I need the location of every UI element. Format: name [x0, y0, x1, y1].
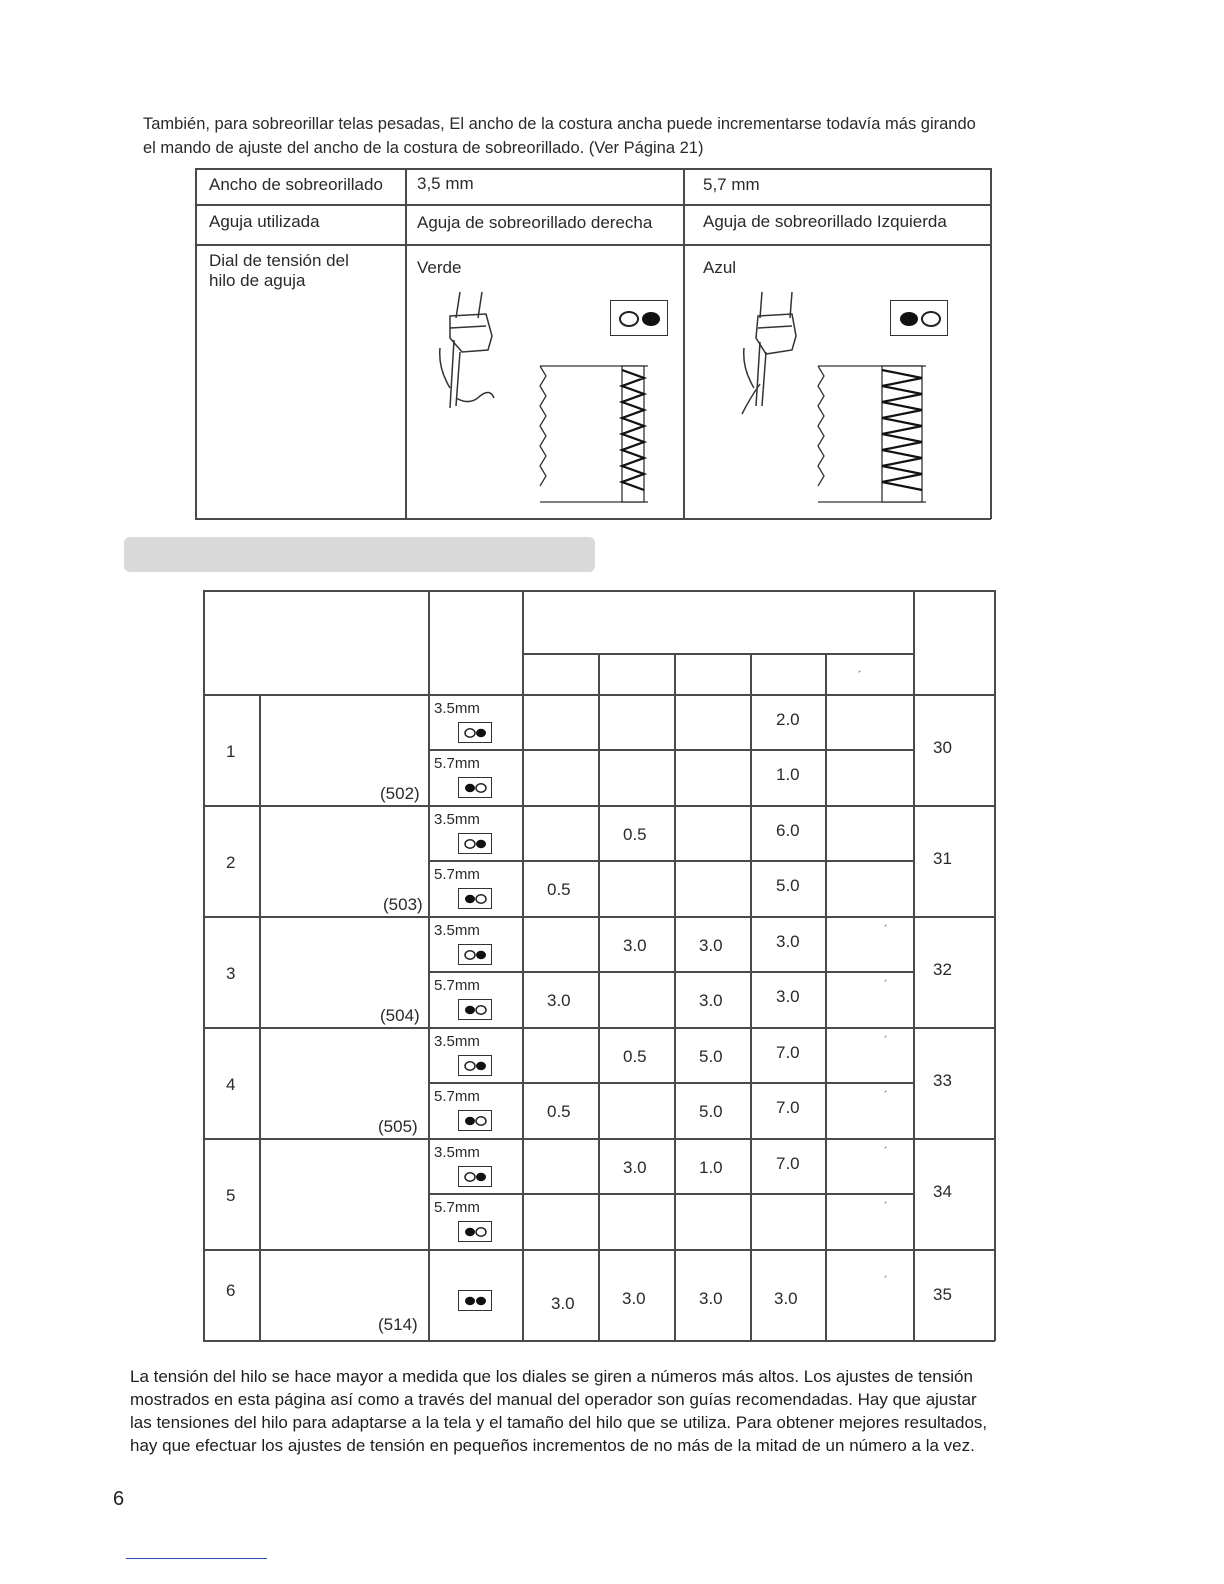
- dial-green: Verde: [417, 258, 462, 277]
- tick-mark: ´: [884, 1146, 888, 1158]
- tick-mark: ´: [884, 979, 888, 991]
- stitch-code: (503): [383, 895, 423, 914]
- tension-value: 0.5: [547, 880, 571, 899]
- page-ref: 31: [933, 849, 952, 868]
- page-ref: 35: [933, 1285, 952, 1304]
- outro-line-4: hay que efectuar los ajustes de tensión en pequeños incrementos de no más de la mitad de un número a la vez.: [130, 1436, 975, 1455]
- tension-value: 3.0: [699, 991, 723, 1010]
- dial-blue: Azul: [703, 258, 737, 277]
- tick-mark: ´: [884, 924, 888, 936]
- tension-value: 3.0: [699, 1289, 723, 1308]
- left-needle-icon: [458, 888, 492, 909]
- left-needle-icon: [458, 777, 492, 798]
- width-3-5: 3,5 mm: [417, 174, 474, 193]
- row-number: 1: [226, 742, 236, 761]
- width-label: 5.7mm: [434, 1199, 480, 1216]
- width-label: 5.7mm: [434, 977, 480, 994]
- tension-value: 3.0: [622, 1289, 646, 1308]
- stitch-code: (505): [378, 1117, 418, 1136]
- tension-value: 5.0: [776, 876, 800, 895]
- tick-mark: ´: [884, 1035, 888, 1047]
- row-number: 6: [226, 1281, 236, 1300]
- page-ref: 32: [933, 960, 952, 979]
- tension-value: 3.0: [547, 991, 571, 1010]
- tension-value: 6.0: [776, 821, 800, 840]
- row-number: 3: [226, 964, 236, 983]
- tension-value: 0.5: [547, 1102, 571, 1121]
- tension-value: 3.0: [776, 932, 800, 951]
- tension-value: 7.0: [776, 1043, 800, 1062]
- outro-line-3: las tensiones del hilo para adaptarse a la tela y el tamaño del hilo que se utiliza. Para obtener mejores resultados,: [130, 1413, 988, 1432]
- page-ref: 30: [933, 738, 952, 757]
- right-needle-icon: [458, 1166, 492, 1187]
- section-banner: [124, 537, 595, 572]
- stitch-code: (514): [378, 1315, 418, 1334]
- left-needle-icon: [458, 1221, 492, 1242]
- tension-value: 5.0: [699, 1047, 723, 1066]
- tension-value: 1.0: [699, 1158, 723, 1177]
- right-needle-icon: [458, 722, 492, 743]
- stitch-code: (504): [380, 1006, 420, 1025]
- tick-mark: ´: [884, 1090, 888, 1102]
- row-number: 5: [226, 1186, 236, 1205]
- needle-label: Aguja utilizada: [209, 212, 320, 231]
- width-label: 3.5mm: [434, 1144, 480, 1161]
- both-needles-icon: [458, 1290, 492, 1311]
- page-number: 6: [113, 1488, 125, 1510]
- width-label: 5.7mm: [434, 1088, 480, 1105]
- tension-value: 0.5: [623, 1047, 647, 1066]
- tension-value: 3.0: [623, 936, 647, 955]
- wide-overlock-sample: [816, 362, 936, 512]
- intro-line-1: También, para sobreorillar telas pesadas, El ancho de la costura ancha puede incrementarse todavía más girando: [143, 115, 976, 133]
- width-5-7: 5,7 mm: [703, 175, 760, 194]
- tension-value: 3.0: [551, 1294, 575, 1313]
- stitch-code: (502): [380, 784, 420, 803]
- tick-mark: ´: [884, 1275, 888, 1287]
- left-needle-position-icon: [890, 300, 948, 336]
- width-label: 3.5mm: [434, 811, 480, 828]
- outro-line-2: mostrados en esta página así como a través del manual del operador son guías recomendadas. Hay que ajustar: [130, 1390, 977, 1409]
- intro-line-2: el mando de ajuste del ancho de la costura de sobreorillado. (Ver Página 21): [143, 139, 704, 157]
- left-needle-icon: [458, 1110, 492, 1131]
- width-label: 3.5mm: [434, 700, 480, 717]
- width-label: 3.5mm: [434, 922, 480, 939]
- page-ref: 33: [933, 1071, 952, 1090]
- tension-note: [130, 1365, 1110, 1457]
- tension-dial-label: Dial de tensión del hilo de aguja: [209, 251, 349, 290]
- outro-line-1: La tensión del hilo se hace mayor a medida que los diales se giren a números más altos. Los ajustes de tensión: [130, 1367, 973, 1386]
- right-needle-icon: [458, 944, 492, 965]
- tension-value: 3.0: [776, 987, 800, 1006]
- tension-value: 7.0: [776, 1098, 800, 1117]
- footer-rule: [126, 1558, 267, 1559]
- tension-value: 3.0: [774, 1289, 798, 1308]
- width-label: 3.5mm: [434, 1033, 480, 1050]
- right-needle-position-icon: [610, 300, 668, 336]
- needle-left: Aguja de sobreorillado Izquierda: [703, 212, 947, 231]
- width-label: 5.7mm: [434, 755, 480, 772]
- tick-mark: ´: [884, 1201, 888, 1213]
- row-number: 2: [226, 853, 236, 872]
- right-needle-icon: [458, 1055, 492, 1076]
- right-needle-icon: [458, 833, 492, 854]
- tension-value: 0.5: [623, 825, 647, 844]
- intro-paragraph: [143, 112, 1103, 160]
- narrow-overlock-sample: [538, 362, 658, 512]
- needle-right: Aguja de sobreorillado derecha: [417, 213, 653, 232]
- width-label: 5.7mm: [434, 866, 480, 883]
- page-ref: 34: [933, 1182, 952, 1201]
- tension-value: 3.0: [699, 936, 723, 955]
- tension-value: 1.0: [776, 765, 800, 784]
- tension-value: 5.0: [699, 1102, 723, 1121]
- width-label: Ancho de sobreorillado: [209, 175, 383, 194]
- tension-value: 3.0: [623, 1158, 647, 1177]
- tension-value: 2.0: [776, 710, 800, 729]
- tension-value: 7.0: [776, 1154, 800, 1173]
- row-number: 4: [226, 1075, 236, 1094]
- left-needle-icon: [458, 999, 492, 1020]
